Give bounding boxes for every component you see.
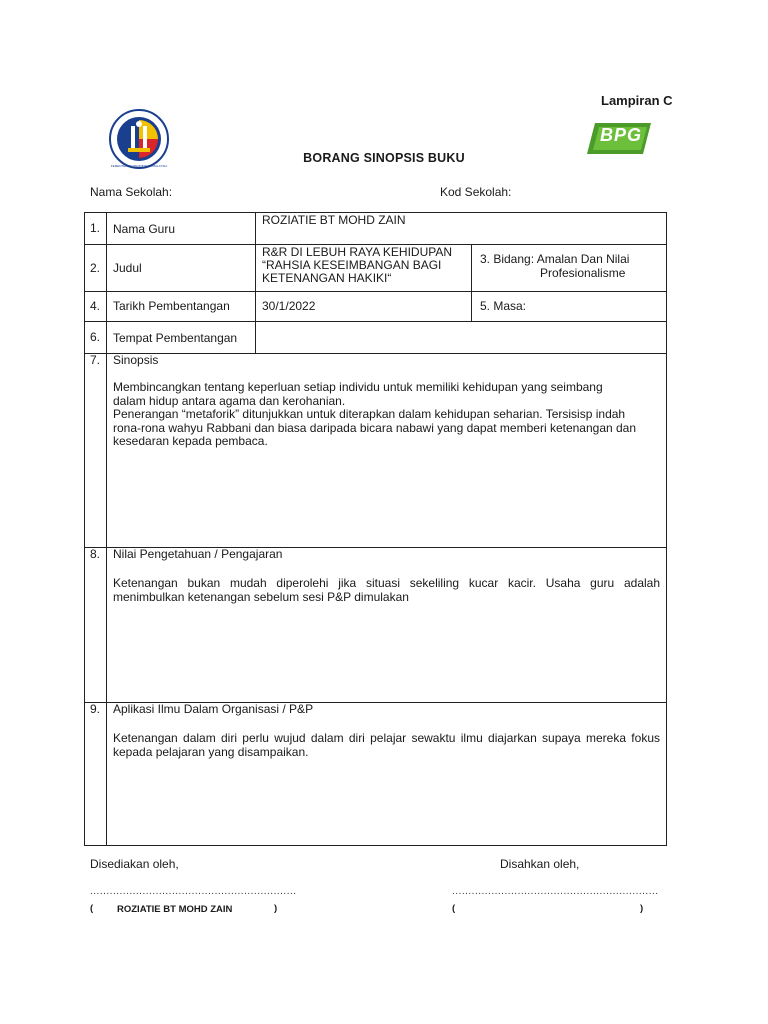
signature-line-right: ............................................................... — [452, 886, 659, 897]
aplikasi-cell[interactable] — [107, 703, 667, 846]
row-number: 1. — [85, 213, 107, 245]
nama-guru-label: Nama Guru — [107, 213, 256, 245]
page-title: BORANG SINOPSIS BUKU — [303, 151, 465, 165]
row-nilai — [85, 548, 667, 703]
sinopsis-paragraph-2: Penerangan “metaforik” ditunjukkan untuk diterapkan dalam kehidupan seharian. Tersisisp indah rona-rona wahyu Rabbani dan biasa daripada bicara nabawi yang dapat memberi ketenangan dan kesedaran kepada pembaca. — [113, 407, 637, 448]
paren-open-left: ( — [90, 903, 94, 914]
row-nama-guru — [85, 213, 667, 245]
row-judul — [85, 245, 667, 292]
tempat-label: Tempat Pembentangan — [107, 322, 256, 354]
masa-cell[interactable]: 5. Masa: — [472, 292, 667, 322]
kod-sekolah-label: Kod Sekolah: — [440, 185, 512, 199]
preparer-name: ROZIATIE BT MOHD ZAIN — [117, 904, 233, 915]
nilai-label: Nilai Pengetahuan / Pengajaran — [113, 547, 283, 561]
row-tarikh — [85, 292, 667, 322]
paren-close-right: ) — [640, 903, 644, 914]
row-tempat — [85, 322, 667, 354]
tempat-value[interactable] — [256, 322, 667, 354]
sinopsis-label: Sinopsis — [113, 353, 159, 367]
row-aplikasi — [85, 703, 667, 846]
row-sinopsis — [85, 354, 667, 548]
row-number: 2. — [85, 245, 107, 292]
synopsis-form — [84, 212, 667, 846]
kpm-logo-caption: KEMENTERIAN PENDIDIKAN MALAYSIA — [110, 164, 168, 168]
lampiran-label: Lampiran C — [601, 93, 673, 108]
judul-value[interactable] — [256, 245, 472, 292]
tarikh-value[interactable]: 30/1/2022 — [256, 292, 472, 322]
aplikasi-paragraph: Ketenangan dalam diri perlu wujud dalam diri pelajar sewaktu ilmu diajarkan supaya mereka fokus kepada pelajaran yang disampaikan. — [113, 731, 660, 759]
aplikasi-label: Aplikasi Ilmu Dalam Organisasi / P&P — [113, 702, 314, 716]
bidang-line-1: 3. Bidang: Amalan Dan Nilai — [480, 252, 630, 266]
judul-label: Judul — [107, 245, 256, 292]
row-number: 7. — [85, 354, 107, 548]
paren-open-right: ( — [452, 903, 456, 914]
signature-line-left: ............................................................... — [90, 886, 297, 897]
tarikh-label: Tarikh Pembentangan — [107, 292, 256, 322]
sinopsis-paragraph-1: Membincangkan tentang keperluan setiap individu untuk memiliki kehidupan yang seimbang dalam hidup antara agama dan kerohanian. — [113, 380, 603, 408]
nama-sekolah-label: Nama Sekolah: — [90, 185, 173, 199]
row-number: 8. — [85, 548, 107, 703]
disediakan-label: Disediakan oleh, — [90, 857, 179, 871]
disahkan-label: Disahkan oleh, — [500, 857, 580, 871]
nilai-cell[interactable] — [107, 548, 667, 703]
bpg-logo-text: BPG — [600, 125, 643, 145]
row-number: 6. — [85, 322, 107, 354]
judul-line-1: R&R DI LEBUH RAYA KEHIDUPAN — [262, 245, 453, 259]
judul-line-3: KETENANGAN HAKIKI“ — [262, 271, 392, 285]
sinopsis-cell[interactable] — [107, 354, 667, 548]
bidang-cell[interactable] — [472, 245, 667, 292]
row-number: 4. — [85, 292, 107, 322]
judul-line-2: “RAHSIA KESEIMBANGAN BAGI — [262, 258, 442, 272]
row-number: 9. — [85, 703, 107, 846]
nama-guru-value[interactable]: ROZIATIE BT MOHD ZAIN — [256, 213, 667, 245]
nilai-paragraph: Ketenangan bukan mudah diperolehi jika situasi sekeliling kucar kacir. Usaha guru adalah menimbulkan ketenangan sebelum sesi P&P dimulakan — [113, 576, 660, 604]
paren-close-left: ) — [274, 903, 278, 914]
bidang-line-2: Profesionalisme — [540, 266, 626, 280]
